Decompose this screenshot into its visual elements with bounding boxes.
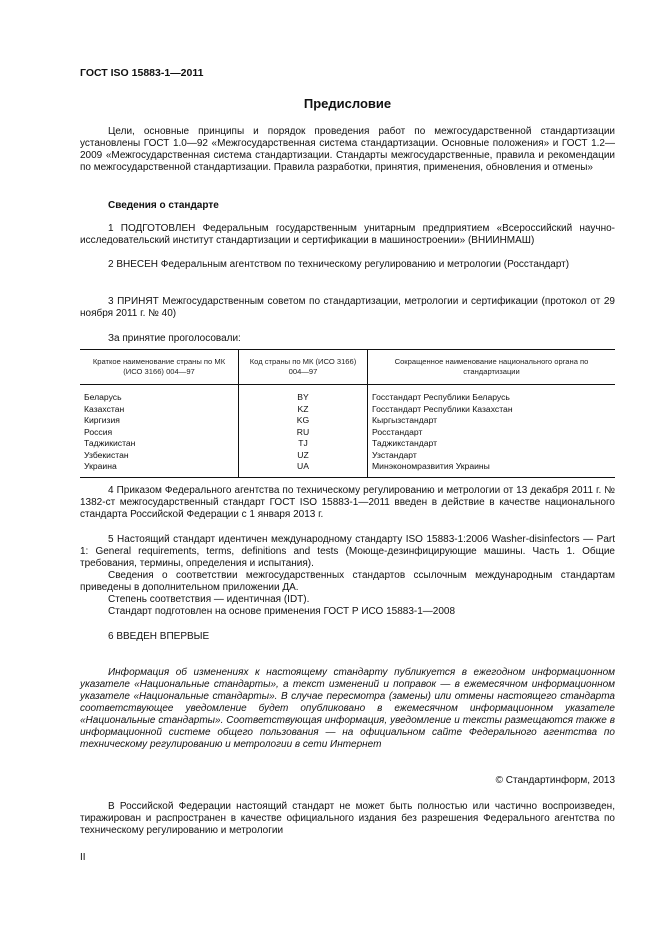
item-5-paragraph: 5 Настоящий стандарт идентичен международному стандарту ISO 15883-1:2006 Washer-disinfectors — Part 1: General requirements, terms, definitions and tests (Моюще-дезинфицирующие машины. Часть 1. Общие требования, термины, определения и испытания). (80, 534, 615, 569)
national-body: Узстандарт (368, 450, 616, 462)
table-row (80, 415, 615, 427)
legal-notice: В Российской Федерации настоящий стандарт не может быть полностью или частично воспроизведен, тиражирован и распространен в качестве официального издания без разрешения Федерального агентства по техническому регулированию и метрологии (80, 801, 615, 836)
document-code: ГОСТ ISO 15883-1—2011 (80, 67, 204, 79)
header-country-code: Код страны по МК (ИСО 3166) 004—97 (239, 350, 368, 385)
intro-paragraph: Цели, основные принципы и порядок проведения работ по межгосударственной стандартизации установлены ГОСТ 1.0—92 «Межгосударственная система стандартизации. Основные положения» и ГОСТ 1.2—2009 «Межгосударственная система стандартизации. Стандарты межгосударственные, правила и рекомендации по межгосударственной стандартизации. Правила разработки, принятия, применения, обновления и отмены» (80, 126, 615, 173)
country-code: UZ (239, 450, 368, 462)
table-row (80, 461, 615, 477)
page-number: II (80, 852, 86, 863)
table-row (80, 385, 615, 404)
national-body: Таджикстандарт (368, 438, 616, 450)
table-row (80, 438, 615, 450)
item-2-paragraph: 2 ВНЕСЕН Федеральным агентством по техническому регулированию и метрологии (Росстандарт) (108, 259, 570, 270)
header-national-body: Сокращенное наименование национального органа по стандартизации (368, 350, 616, 385)
country-code: UA (239, 461, 368, 477)
item-4-paragraph: 4 Приказом Федерального агентства по техническому регулированию и метрологии от 13 декабря 2011 г. № 1382-ст межгосударственный стандарт ГОСТ ISO 15883-1—2011 введен в действие в качестве национального стандарта Российской Федерации с 1 января 2013 г. (80, 485, 615, 520)
country-name: Казахстан (84, 403, 125, 414)
country-name: Россия (84, 426, 113, 437)
country-code: BY (239, 385, 368, 404)
country-code: TJ (239, 438, 368, 450)
item-6-paragraph: 6 ВВЕДЕН ВПЕРВЫЕ (108, 631, 210, 642)
item-5-references: Сведения о соответствии межгосударственных стандартов ссылочным международным стандартам приведены в дополнительном приложении ДА. (80, 570, 615, 593)
country-name: Украина (84, 461, 117, 471)
table-row (80, 427, 615, 439)
copyright-line: © Стандартинформ, 2013 (495, 775, 615, 786)
national-body: Госстандарт Республики Казахстан (368, 404, 616, 416)
country-name: Киргизия (84, 415, 120, 425)
changes-notice: Информация об изменениях к настоящему стандарту публикуется в ежегодном информационном указателе «Национальные стандарты», а текст изменений и поправок — в ежемесячном информационном указателе «Национальные стандарты». В случае пересмотра (замены) или отмены настоящего стандарта соответствующее уведомление будет опубликовано в ежемесячном информационном указателе «Национальные стандарты». Соответствующая информация, уведомление и тексты размещаются также в информационной системе общего пользования — на официальном сайте Федерального агентства по техническому регулированию и метрологии в сети Интернет (80, 667, 615, 750)
national-body: Кыргызстандарт (368, 415, 616, 427)
country-code: KZ (239, 404, 368, 416)
national-body: Росстандарт (368, 427, 616, 439)
table-row (80, 404, 615, 416)
country-code: KG (239, 415, 368, 427)
info-heading: Сведения о стандарте (108, 200, 219, 211)
vote-table (80, 349, 615, 478)
item-1-paragraph: 1 ПОДГОТОВЛЕН Федеральным государственным унитарным предприятием «Всероссийский научно-исследовательский институт стандартизации и сертификации в машиностроении» (ВНИИНМАШ) (80, 223, 615, 246)
national-body: Минэкономразвития Украины (368, 461, 616, 477)
item-3-paragraph: 3 ПРИНЯТ Межгосударственным советом по стандартизации, метрологии и сертификации (протокол от 29 ноября 2011 г. № 40) (80, 296, 615, 319)
national-body: Госстандарт Республики Беларусь (368, 385, 616, 404)
vote-table-header-row (80, 350, 615, 385)
country-name: Узбекистан (84, 449, 129, 460)
item-5-basis: Стандарт подготовлен на основе применения ГОСТ Р ИСО 15883-1—2008 (108, 606, 456, 617)
page-title: Предисловие (303, 96, 392, 111)
country-name: Таджикистан (84, 438, 136, 448)
country-code: RU (239, 427, 368, 439)
vote-label: За принятие проголосовали: (108, 333, 241, 344)
country-name: Беларусь (84, 392, 122, 402)
table-row (80, 450, 615, 462)
item-5-degree: Степень соответствия — идентичная (IDT). (108, 594, 310, 605)
header-country-name: Краткое наименование страны по МК (ИСО 3166) 004—97 (80, 350, 239, 385)
